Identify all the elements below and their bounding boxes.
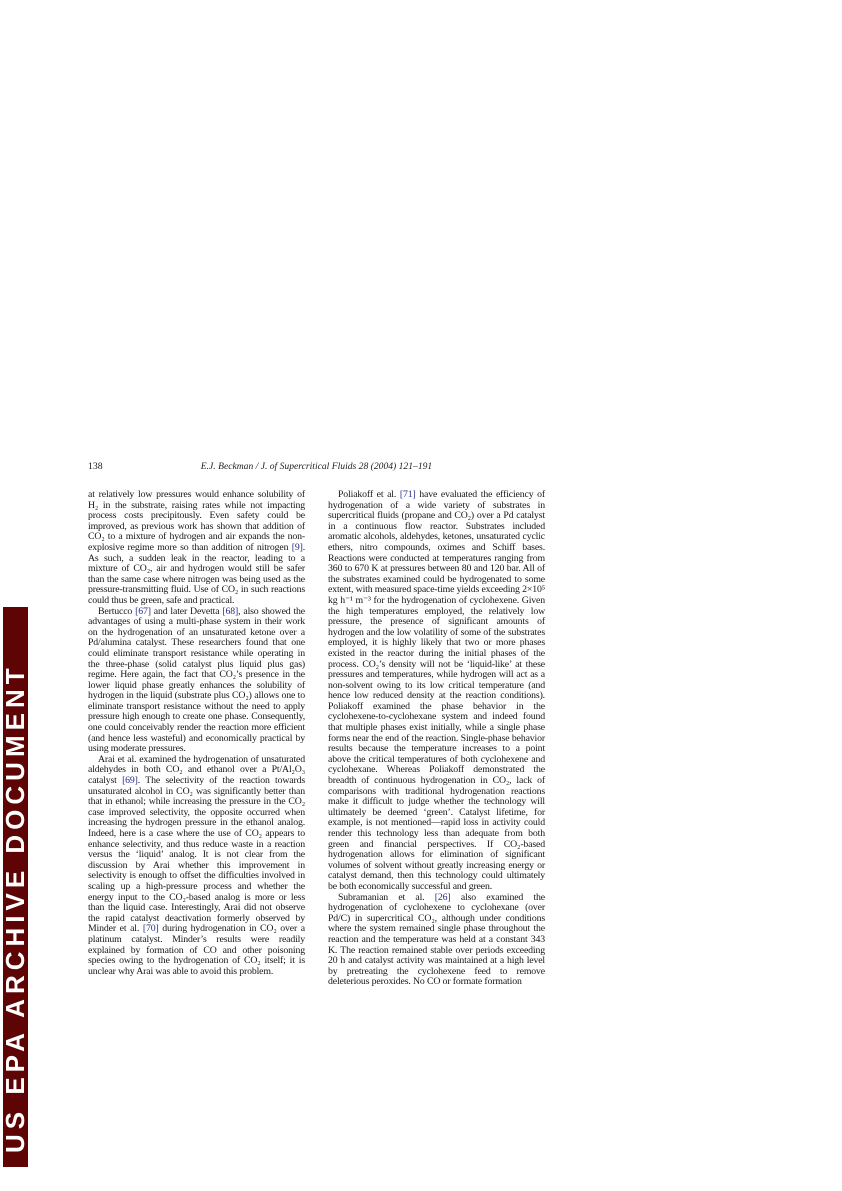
text-run: have evaluated the efficiency of hydrogenation of a wide variety of substrates in supercritical fluids (propane and CO₂) over a Pd catalyst in a continuous flow reactor. Substrates included aromatic alcohols, aldehydes, ketones, unsaturated cyclic ethers, nitro compounds, oximes and Schiff bases. Reactions were conducted at temperatures ranging from 360 to 670 K at pressures between 80 and 120 bar. All of the substrates examined could be hydrogenated to some extent, with measured space-time yields exceeding 2×10⁵ kg h⁻¹ m⁻³ for the hydrogenation of cyclohexene. Given the high temperatures employed, the relatively low pressure, the presence of significant amounts of hydrogen and the low volatility of some of the substrates employed, it is highly likely that two or more phases existed in the reactor during the initial phases of the process. CO₂’s density will not be ‘liquid-like’ at these pressures and temperatures, while hydrogen will act as a non-solvent owing to its low critical temperature (and hence low reduced density at the reaction conditions). Poliakoff examined the phase behavior in the cyclohexene-to-cyclohexane system and indeed found that multiple phases exist initially, while a single phase forms near the end of the reaction. Single-phase behavior results because the temperature increases to a point above the critical temperatures of both cyclohexene and cyclohexane. Whereas Poliakoff demonstrated the breadth of continuous hydrogenation in CO₂, lack of comparisons with traditional hydrogenation reactions make it difficult to judge whether the technology will ultimately be deemed ‘green’. Catalyst lifetime, for example, is not mentioned—rapid loss in activity could render this technology less than adequate from both green and financial perspectives. If CO₂-based hydrogenation allows for elimination of significant volumes of solvent without greatly increasing energy or catalyst demand, then this technology could ultimately be both economically successful and green. <box>328 489 545 892</box>
paragraph <box>88 755 305 977</box>
citation-ref[interactable]: [67] <box>135 605 151 617</box>
citation-ref[interactable]: [70] <box>142 923 159 935</box>
text-run: Arai et al. examined the hydrogenation of unsaturated aldehydes in both CO₂ and ethanol over a Pt/Al₂O₃ catalyst <box>88 753 305 787</box>
text-area <box>88 490 545 988</box>
citation-ref[interactable]: [68] <box>222 605 239 617</box>
paragraph <box>328 490 545 893</box>
page-number: 138 <box>88 461 103 472</box>
text-run: Subramanian et al. <box>338 891 435 903</box>
two-column-layout <box>88 490 545 988</box>
paragraph <box>328 893 545 988</box>
text-run: at relatively low pressures would enhance solubility of H₂ in the substrate, raising rates while not impacting process costs precipitously. Even safety could be improved, as previous work has shown that addition of CO₂ to a mixture of hydrogen and air expands the non-explosive regime more so than addition of nitrogen <box>88 489 305 553</box>
text-run: Poliakoff et al. <box>338 489 400 500</box>
citation-ref[interactable]: [69] <box>122 775 138 787</box>
running-head: E.J. Beckman / J. of Supercritical Fluids 28 (2004) 121–191 <box>200 461 433 472</box>
text-run: also examined the hydrogenation of cyclohexene to cyclohexane (over Pd/C) in supercritical CO₂, although under conditions where the system remained single phase throughout the reaction and the temperature was held at a constant 343 K. The reaction remained stable over periods exceeding 20 h and catalyst activity was maintained at a high level by pretreating the cyclohexene feed to remove deleterious peroxides. No CO or formate formation <box>328 891 545 988</box>
citation-ref[interactable]: [26] <box>434 891 451 903</box>
paragraph <box>88 490 305 607</box>
citation-ref[interactable]: [9] <box>291 541 303 553</box>
text-run: and later Devetta <box>150 605 223 617</box>
text-run: during hydrogenation in CO₂ over a platinum catalyst. Minder’s results were readily explained by formation of CO and other poisoning species owing to the hydrogenation of CO₂ itself; it is unclear why Arai was able to avoid this problem. <box>88 923 305 977</box>
epa-archive-banner-label: US EPA ARCHIVE DOCUMENT <box>0 663 30 1153</box>
text-run: . The selectivity of the reaction towards unsaturated alcohol in CO₂ was significantly better than that in ethanol; while increasing the pressure in the CO₂ case improved selectivity, the opposite occurred when increasing the hydrogen pressure in the ethanol analog. Indeed, here is a case where the use of CO₂ appears to enhance selectivity, and thus reduce waste in a reaction versus the ‘liquid’ analog. It is not clear from the discussion by Arai whether this improvement in selectivity is enough to offset the difficulties involved in scaling up a high-pressure process and whether the energy input to the CO₂-based analog is more or less than the liquid case. Interestingly, Arai did not observe the rapid catalyst deactivation formerly observed by Minder et al. <box>88 775 305 935</box>
text-run: , also showed the advantages of using a multi-phase system in their work on the hydrogenation of an unsaturated ketone over a Pd/alumina catalyst. These researchers found that one could eliminate transport resistance while operating in the three-phase (solid catalyst plus liquid plus gas) regime. Here again, the fact that CO₂’s presence in the lower liquid phase greatly enhances the solubility of hydrogen in the liquid (substrate plus CO₂) allows one to eliminate transport resistance without the need to apply pressure high enough to create one phase. Consequently, one could conceivably render the reaction more efficient (and hence less wasteful) and economically practical by using moderate pressures. <box>88 605 305 755</box>
paragraph <box>88 607 305 755</box>
citation-ref[interactable]: [71] <box>399 489 416 500</box>
right-column <box>328 490 545 988</box>
left-column <box>88 490 305 988</box>
text-run: . As such, a sudden leak in the reactor, leading to a mixture of CO₂, air and hydrogen would still be safer than the same case where nitrogen was being used as the pressure-transmitting fluid. Use of CO₂ in such reactions could thus be green, safe and practical. <box>88 541 305 606</box>
text-run: Bertucco <box>98 605 136 617</box>
